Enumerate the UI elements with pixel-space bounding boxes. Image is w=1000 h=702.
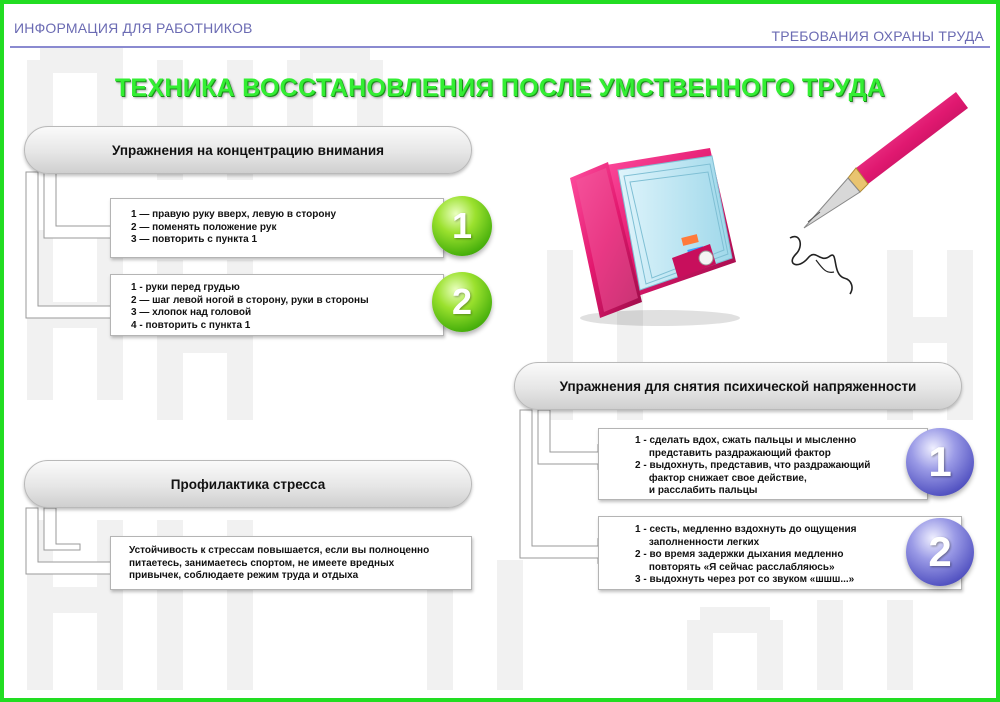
header-left-label: ИНФОРМАЦИЯ ДЛЯ РАБОТНИКОВ: [14, 20, 253, 36]
tension-heading: [514, 362, 962, 410]
number-badge-2-blue: 2: [906, 518, 974, 586]
exercise-line: представить раздражающий фактор: [635, 447, 831, 459]
exercise-line: повторять «Я сейчас расслабляюсь»: [635, 561, 835, 573]
concentration-exercise-1: [110, 198, 444, 258]
concentration-heading: [24, 126, 472, 174]
exercise-line: заполненности легких: [635, 536, 760, 548]
exercise-line: 2 - выдохнуть, представив, что раздражающий: [635, 460, 871, 471]
exercise-line: 3 — хлопок над головой: [131, 307, 252, 318]
exercise-line: 1 - руки перед грудью: [131, 282, 240, 293]
number-badge-2-green: 2: [432, 272, 492, 332]
exercise-line: 1 - сделать вдох, сжать пальцы и мысленно: [635, 435, 857, 446]
number-badge-1-blue: 1: [906, 428, 974, 496]
stress-heading-text: Профилактика стресса: [170, 476, 326, 492]
advice-line: питаетесь, занимаетесь спортом, не имеете вредных: [129, 557, 395, 569]
advice-line: Устойчивость к стрессам повышается, если вы полноценно: [129, 545, 430, 556]
exercise-line: 2 — поменять положение рук: [131, 221, 277, 233]
exercise-line: 2 — шаг левой ногой в сторону, руки в стороны: [131, 294, 369, 306]
stress-heading: [24, 460, 472, 508]
header-right-label: ТРЕБОВАНИЯ ОХРАНЫ ТРУДА: [771, 28, 984, 44]
exercise-line: 2 - во время задержки дыхания медленно: [635, 549, 844, 560]
fountain-pen-icon: [760, 88, 970, 300]
exercise-line: 3 — повторить с пункта 1: [131, 234, 258, 245]
tension-exercise-1: [598, 428, 928, 500]
advice-line: привычек, соблюдаете режим труда и отдыха: [129, 570, 359, 581]
exercise-line: фактор снижает свое действие,: [635, 472, 807, 484]
exercise-line: 4 - повторить с пункта 1: [131, 319, 251, 331]
notebook-icon: [560, 140, 750, 330]
page-title: ТЕХНИКА ВОССТАНОВЛЕНИЯ ПОСЛЕ УМСТВЕННОГО ТРУДА: [114, 74, 886, 102]
exercise-line: и расслабить пальцы: [635, 485, 758, 496]
exercise-line: 1 - сесть, медленно вздохнуть до ощущения: [635, 524, 857, 535]
concentration-heading-text: Упражнения на концентрацию внимания: [111, 142, 385, 158]
tension-heading-text: Упражнения для снятия психической напряженности: [559, 378, 917, 394]
exercise-line: 1 — правую руку вверх, левую в сторону: [131, 209, 337, 220]
number-badge-1-green: 1: [432, 196, 492, 256]
exercise-line: 3 - выдохнуть через рот со звуком «шшш...»: [635, 574, 855, 585]
concentration-exercise-2: [110, 274, 444, 336]
stress-advice: [110, 536, 472, 590]
